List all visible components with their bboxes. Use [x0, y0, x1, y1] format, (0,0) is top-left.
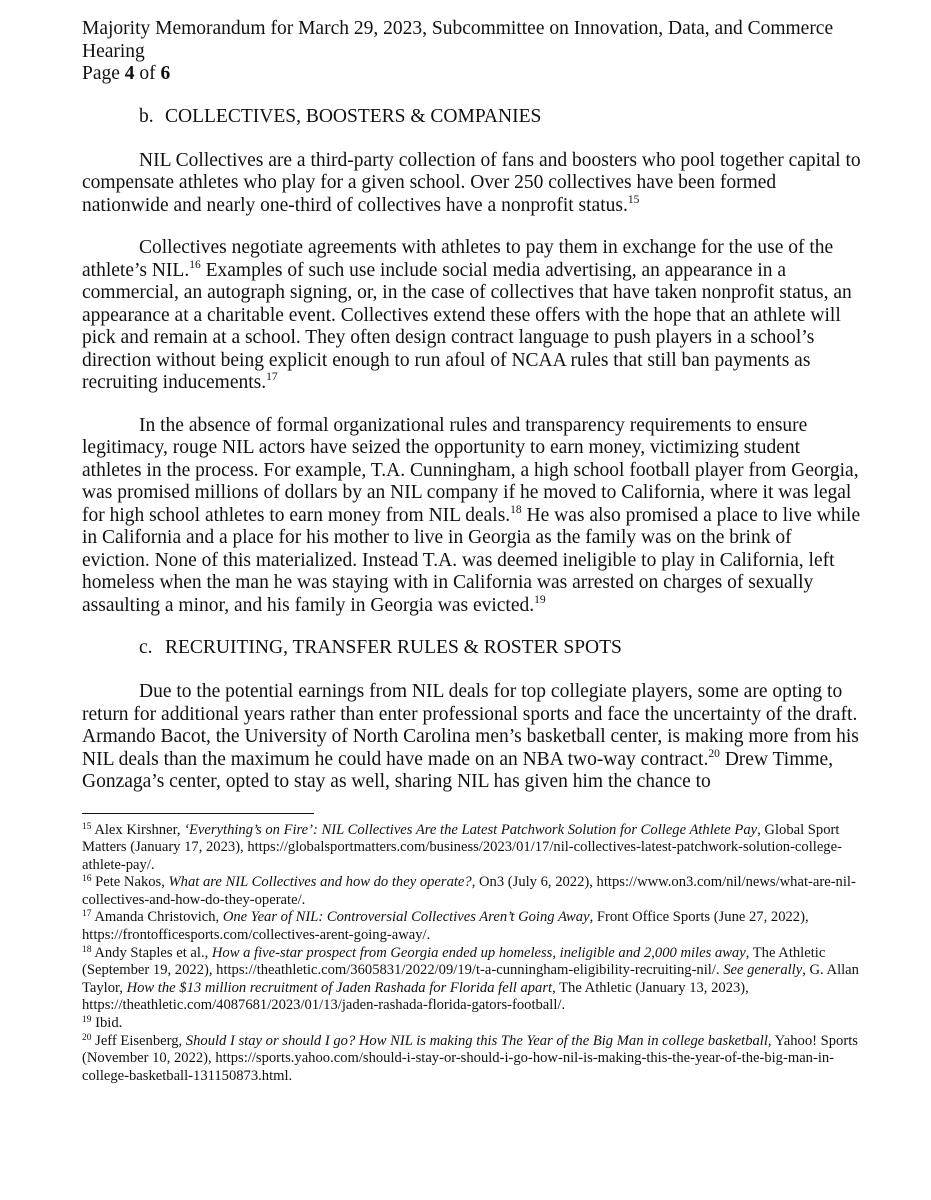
paragraph-collectives-intro: NIL Collectives are a third-party collection of fans and boosters who pool together capital to compensate athletes who play for a given school. Over 250 collectives have been formed nationwide and nearly one-third of collectives have a nonprofit status.$^{15}$: [82, 149, 861, 216]
page-header: [82, 18, 861, 86]
footnote-ref-17[interactable]: 17: [266, 371, 278, 383]
footnotes: [82, 822, 861, 1086]
footnote-16: $^{16}$ Pete Nakos, What are NIL Collectives and how do they operate?, On3 (July 6, 2022), https://www.on3.com/nil/news/what-are-nil-collectives-and-how-do-they-operate/.: [82, 874, 856, 908]
footnote-15: $^{15}$ Alex Kirshner, ‘Everything’s on Fire’: NIL Collectives Are the Latest Patchwork Solution for College Athlete Pay, Global Sport Matters (January 17, 2023), https://globalsportmatters.com/business/2023/01/17/nil-collectives-latest-patchwork-solution-college-athlete-pay/.: [82, 821, 842, 873]
paragraph-recruiting: Due to the potential earnings from NIL deals for top collegiate players, some are opting to return for additional years rather than enter professional sports and face the uncertainty of the draft. Armando Bacot, the University of North Carolina men’s basketball center, is making more from his NIL deals than the maximum he could have made on an NBA two-way contract.$^{20}$ Drew Timme, Gonzaga’s center, opted to stay as well, sharing NIL has given him the chance to: [82, 681, 859, 792]
footnote-ref-16[interactable]: 16: [189, 258, 201, 271]
footnote-17: $^{17}$ Amanda Christovich, One Year of NIL: Controversial Collectives Aren’t Going Away, Front Office Sports (June 27, 2022), https://frontofficesports.com/collectives-arent-going-away/.: [82, 909, 809, 944]
page-total: 6: [160, 63, 171, 84]
section-heading-c: c. RECRUITING, TRANSFER RULES & ROSTER SPOTS: [139, 637, 622, 658]
footnote-divider: [82, 813, 314, 814]
footnote-ref-18[interactable]: 18: [510, 503, 522, 516]
footnote-18: $^{18}$ Andy Staples et al., How a five-star prospect from Georgia ended up homeless, ineligible and 2,000 miles away, The Athletic (September 19, 2022), https://theathletic.com/3605831/2022/09/19/t-a-cunningham-eligibility-recruiting-nil/. See generally, G. Allan Taylor, How the $13 million recruitment of Jaden Rashada for Florida fell apart, The Athletic (January 13, 2023), https://theathletic.com/4087681/2023/01/13/jaden-rashada-florida-gators-football/.: [82, 944, 859, 1014]
footnote-ref-15[interactable]: 15: [627, 193, 640, 206]
section-heading-b: b. COLLECTIVES, BOOSTERS & COMPANIES: [139, 105, 542, 127]
memo-title-continued: Hearing: [82, 40, 145, 62]
footnote-19: $^{19}$ Ibid.: [82, 1015, 123, 1032]
paragraph-rouge-actors: In the absence of formal organizational rules and transparency requirements to ensure legitimacy, rouge NIL actors have seized the opportunity to earn money, victimizing student athletes in the process. For example, T.A. Cunningham, a high school football player from Georgia, was promised millions of dollars by an NIL company if he moved to California, where it was legal for high school athletes to earn money from NIL deals.$^{18}$ He was also promised a place to live while in California and a place for his mother to live in Georgia as the family was on the brink of eviction. None of this materialized. Instead T.A. was deemed ineligible to play in California, left homeless when the man he was staying with in California was arrested on charges of sexually assaulting a minor, and his family in Georgia was evicted.$^{19}$: [82, 414, 861, 616]
page-number: 4: [124, 63, 135, 84]
page-indicator: Page 4 of 6: [82, 63, 171, 84]
paragraph-collectives-agreements: Collectives negotiate agreements with athletes to pay them in exchange for the use of the athlete’s NIL.$^{16}$ Examples of such use include social media advertising, an appearance in a commercial, an autograph signing, or, in the case of collectives that have taken nonprofit status, an appearance at a charitable event. Collectives extend these offers with the hope that an athlete will pick and remain at a school. They often design contract language to push players in a school’s direction without being explicit enough to run afoul of NCAA rules that still ban payments as recruiting inducements.$^{17}$: [82, 237, 852, 393]
footnote-ref-20[interactable]: 20: [708, 747, 720, 760]
memo-title: Majority Memorandum for March 29, 2023, Subcommittee on Innovation, Data, and Commerce: [82, 18, 834, 39]
footnote-20: $^{20}$ Jeff Eisenberg, Should I stay or should I go? How NIL is making this The Year of the Big Man in college basketball, Yahoo! Sports (November 10, 2022), https://sports.yahoo.com/should-i-stay-or-should-i-go-how-nil-is-making-this-the-year-of-the-big-man-in-college-basketball-131150873.html.: [82, 1032, 858, 1084]
footnote-ref-19[interactable]: 19: [534, 593, 546, 606]
